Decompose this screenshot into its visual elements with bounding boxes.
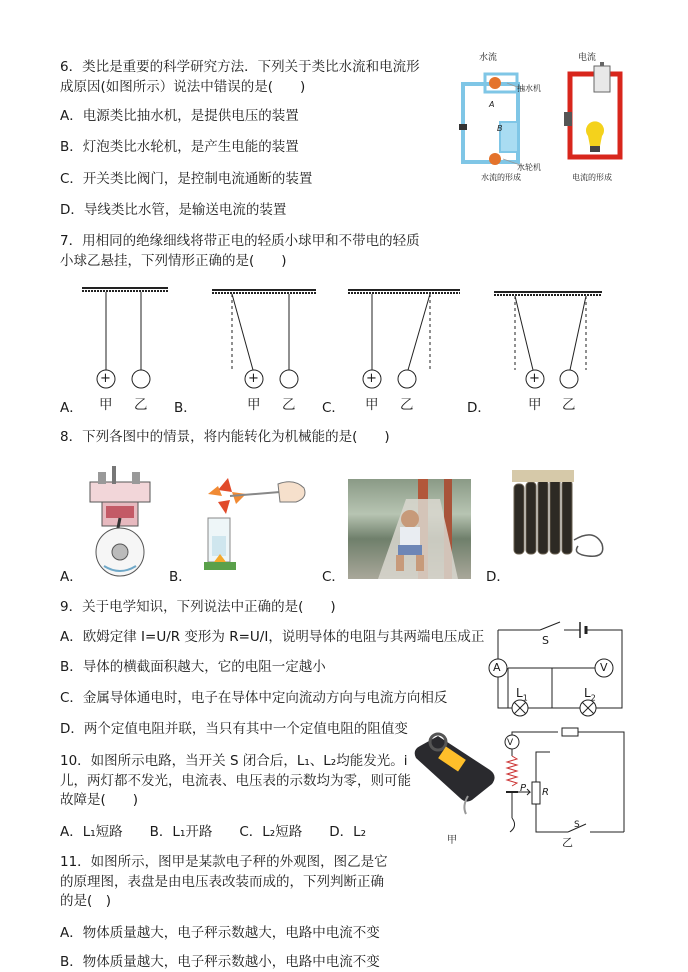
- q7-figure-b: [212, 290, 316, 388]
- q7-b-jia: 甲: [247, 397, 261, 413]
- q11-fig-jia: 甲: [447, 835, 457, 846]
- pump-label: 抽水机: [517, 84, 541, 93]
- q11-stem-line3: 的是( ): [60, 893, 112, 909]
- q9-option-b: B．导体的横截面积越大，它的电阻一定越小: [60, 659, 326, 675]
- q7-a-jia: 甲: [99, 397, 113, 413]
- wheel-label: 水轮机: [517, 163, 541, 172]
- q7-b-yi: 乙: [282, 397, 296, 413]
- current-title: 电流: [578, 53, 597, 63]
- q11-circuit-diagram: [498, 722, 628, 838]
- q7-figure-c: [348, 290, 460, 388]
- scale-device-drawing: [418, 720, 506, 820]
- q10-stem-line1: 10．如图所示电路，当开关 S 闭合后，L₁、L₂均能发光。i: [60, 753, 408, 769]
- q9-switch-label: S: [542, 634, 549, 647]
- q7-a-plus: +: [100, 371, 111, 386]
- q6-stem-line1: 6．类比是重要的科学研究方法．下列关于类比水流和电流形: [60, 59, 420, 75]
- q7-stem-line1: 7．用相同的绝缘细线将带正电的轻质小球甲和不带电的轻质: [60, 233, 420, 249]
- q9-circuit-diagram: [486, 620, 628, 720]
- q11-scale-image: [418, 720, 506, 820]
- q7-option-d: D．: [467, 400, 491, 416]
- q6-option-d: D．导线类比水管，是输送电流的装置: [60, 202, 287, 218]
- q6-option-b: B．灯泡类比水轮机，是产生电能的装置: [60, 139, 299, 155]
- q6-option-c: C．开关类比阀门，是控制电流通断的装置: [60, 171, 313, 187]
- q9-voltmeter-label: V: [600, 661, 608, 674]
- q7-figure-a: [82, 288, 168, 388]
- current-caption: 电流的形成: [572, 173, 612, 182]
- q7-option-b: B．: [174, 400, 197, 416]
- q6-option-a: A．电源类比抽水机，是提供电压的装置: [60, 108, 299, 124]
- q6-stem-line2: 成原因(如图所示）说法中错误的是( ): [60, 79, 306, 95]
- slide-photo-drawing: [348, 479, 471, 579]
- water-label-a: A: [489, 100, 495, 109]
- q9-option-d: D．两个定值电阻并联，当只有其中一个定值电阻的阻值变: [60, 721, 408, 737]
- q10-stem-line2: 儿，两灯都不发光，电流表、电压表的示数均为零，则可能: [60, 773, 411, 789]
- q9-ammeter-label: A: [493, 661, 501, 674]
- q7-c-jia: 甲: [365, 397, 379, 413]
- q10-options: A．L₁短路 B．L₁开路 C．L₂短路 D．L₂: [60, 824, 367, 840]
- water-title: 水流: [479, 53, 498, 63]
- q8-engine-image: [80, 462, 160, 580]
- q9-lamp1-label: $L_1$: [516, 686, 528, 703]
- water-label-b: B: [497, 124, 503, 133]
- q7-option-a: A．: [60, 400, 83, 416]
- q7-c-plus: +: [366, 371, 377, 386]
- q9-stem: 9．关于电学知识，下列说法中正确的是( ): [60, 599, 336, 615]
- pinwheel-diagram: [200, 470, 312, 580]
- q8-pinwheel-image: [200, 470, 312, 580]
- q7-d-plus: +: [529, 371, 540, 386]
- q8-slide-photo: [348, 479, 471, 579]
- q7-c-yi: 乙: [400, 397, 414, 413]
- q7-a-yi: 乙: [134, 397, 148, 413]
- water-caption: 水流的形成: [481, 173, 521, 182]
- engine-diagram: [80, 462, 160, 580]
- q7-d-yi: 乙: [562, 397, 576, 413]
- q11-option-b: B．物体质量越大，电子秤示数越小，电路中电流不变: [60, 954, 380, 970]
- q11-r-label: R: [542, 787, 549, 798]
- q11-stem-line2: 的原理图，表盘是由电压表改装而成的，下列判断正确: [60, 874, 384, 890]
- q7-pendulum-figures: [0, 0, 688, 420]
- q8-stem: 8．下列各图中的情景，将内能转化为机械能的是( ): [60, 429, 390, 445]
- q9-option-a: A．欧姆定律 I=U/R 变形为 R=U/I，说明导体的电阻与其两端电压成正: [60, 629, 484, 645]
- q9-option-c: C．金属导体通电时，电子在导体中定向流动方向与电流方向相反: [60, 690, 448, 706]
- q8-heater-image: [508, 470, 608, 568]
- q11-stem-line1: 11．如图所示，图甲是某款电子秤的外观图，图乙是它: [60, 854, 388, 870]
- q7-figure-d: [494, 292, 602, 388]
- q7-d-jia: 甲: [528, 397, 542, 413]
- q11-voltmeter-label: V: [507, 738, 514, 748]
- q8-option-d: D．: [486, 569, 510, 585]
- heater-diagram: [508, 470, 608, 568]
- q11-option-a: A．物体质量越大，电子秤示数越大，电路中电流不变: [60, 925, 380, 941]
- q7-b-plus: +: [248, 371, 259, 386]
- q11-switch-label: S: [574, 820, 580, 830]
- q11-circuit-lines: [498, 722, 628, 838]
- q7-option-c: C．: [322, 400, 345, 416]
- q9-lamp2-label: $L_2$: [584, 686, 596, 703]
- q11-p-label: P: [520, 783, 527, 794]
- q10-stem-line3: 故障是( ): [60, 792, 139, 808]
- q8-option-b: B．: [169, 569, 192, 585]
- q8-option-c: C．: [322, 569, 345, 585]
- q7-stem-line2: 小球乙悬挂，下列情形正确的是( ): [60, 253, 287, 269]
- q8-option-a: A．: [60, 569, 83, 585]
- q11-fig-yi: 乙: [562, 836, 573, 849]
